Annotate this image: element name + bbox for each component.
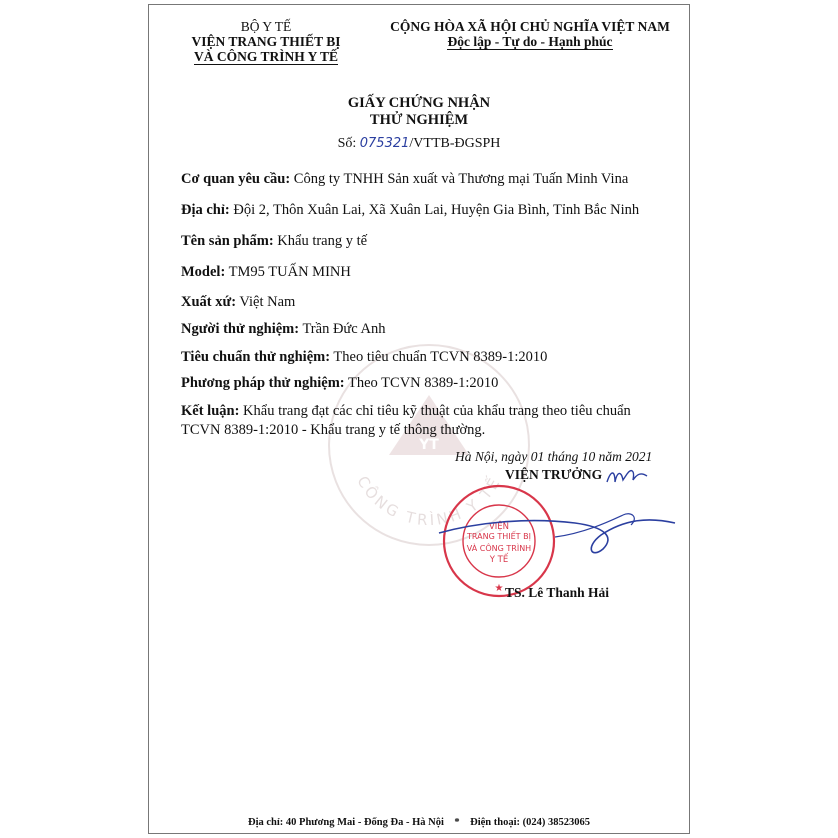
stamp-line3: VÀ CÔNG TRÌNH xyxy=(466,544,532,553)
watermark-arc-text: CÔNG TRÌNH Y TẾ xyxy=(353,472,505,530)
field-address xyxy=(181,202,639,219)
field-origin xyxy=(181,294,295,311)
national-motto: Độc lập - Tự do - Hạnh phúc xyxy=(447,34,613,49)
field-requester-label: Cơ quan yêu cầu: xyxy=(181,171,291,187)
field-conclusion-value-line1: Khẩu trang đạt các chỉ tiêu kỹ thuật của khẩu trang theo tiêu chuẩn xyxy=(243,403,631,419)
field-standard-value: Theo tiêu chuẩn TCVN 8389-1:2010 xyxy=(333,349,548,365)
certificate-page xyxy=(148,4,690,834)
footer-separator: * xyxy=(454,817,460,828)
header-right xyxy=(371,19,689,50)
field-requester xyxy=(181,171,628,188)
field-address-label: Địa chỉ: xyxy=(181,202,230,218)
field-standard-label: Tiêu chuẩn thử nghiệm: xyxy=(181,349,331,365)
field-standard xyxy=(181,349,547,366)
ministry-name: BỘ Y TẾ xyxy=(240,19,292,34)
signer-name: TS. Lê Thanh Hải xyxy=(505,585,610,600)
signature-position: VIỆN TRƯỞNG xyxy=(505,467,603,482)
signature-date: Hà Nội, ngày 01 tháng 10 năm 2021 xyxy=(455,449,653,464)
stamp-star: ★ xyxy=(494,583,504,594)
field-method-label: Phương pháp thử nghiệm: xyxy=(181,375,345,391)
field-method-value: Theo TCVN 8389-1:2010 xyxy=(348,375,499,391)
header-left xyxy=(171,19,361,65)
institute-name-line2: VÀ CÔNG TRÌNH Y TẾ xyxy=(193,49,339,64)
number-handwritten: 075321 xyxy=(359,136,410,151)
certificate-number xyxy=(149,136,689,152)
number-label: Số: xyxy=(337,136,357,151)
initials-scribble xyxy=(605,466,649,486)
field-model-value: TM95 TUẤN MINH xyxy=(228,264,351,280)
number-suffix: /VTTB-ĐGSPH xyxy=(409,136,501,151)
field-address-value: Đội 2, Thôn Xuân Lai, Xã Xuân Lai, Huyện Gia Bình, Tỉnh Bắc Ninh xyxy=(233,202,640,218)
field-method xyxy=(181,375,498,392)
stamp-line4: Y TẾ xyxy=(489,555,509,565)
field-origin-label: Xuất xứ: xyxy=(181,294,237,310)
field-tester-label: Người thử nghiệm: xyxy=(181,321,300,337)
footer xyxy=(149,817,689,828)
watermark-emblem-letters: YT xyxy=(419,437,439,453)
field-requester-value: Công ty TNHH Sản xuất và Thương mại Tuấn Minh Vina xyxy=(293,171,629,187)
field-model xyxy=(181,264,351,281)
field-conclusion-value-line2: TCVN 8389-1:2010 - Khẩu trang y tế thông thường. xyxy=(181,422,486,438)
field-conclusion xyxy=(181,402,631,440)
country-name: CỘNG HÒA XÃ HỘI CHỦ NGHĨA VIỆT NAM xyxy=(390,19,670,34)
signature-scribble xyxy=(435,493,681,571)
field-product-value: Khẩu trang y tế xyxy=(277,233,368,249)
stamp-line2: TRANG THIẾT BỊ xyxy=(467,532,531,541)
field-tester-value: Trần Đức Anh xyxy=(302,321,386,337)
field-product-label: Tên sản phẩm: xyxy=(181,233,274,249)
title-line2: THỬ NGHIỆM xyxy=(369,112,469,128)
field-model-label: Model: xyxy=(181,264,226,280)
field-tester xyxy=(181,321,386,338)
institute-name-line1: VIỆN TRANG THIẾT BỊ xyxy=(191,34,341,49)
field-origin-value: Việt Nam xyxy=(239,294,296,310)
footer-address: Địa chỉ: 40 Phương Mai - Đống Đa - Hà Nội xyxy=(248,817,444,828)
field-conclusion-label: Kết luận: xyxy=(181,403,240,419)
field-product xyxy=(181,233,367,250)
title-line1: GIẤY CHỨNG NHẬN xyxy=(347,95,491,111)
document-title xyxy=(149,95,689,129)
stamp-line1: VIỆN xyxy=(488,522,510,532)
footer-phone: Điện thoại: (024) 38523065 xyxy=(470,817,590,828)
